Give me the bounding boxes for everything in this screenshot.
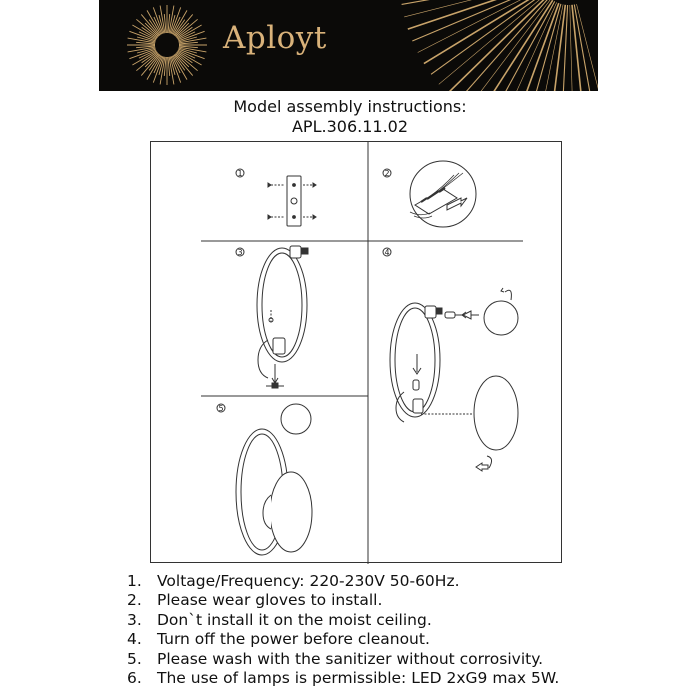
ring-fixture-step4	[390, 303, 474, 422]
step-number-5	[217, 404, 225, 413]
step-number-2	[383, 169, 391, 178]
svg-text:2: 2	[384, 169, 390, 178]
sunburst-decoration-icon	[99, 0, 598, 91]
notes-list	[127, 572, 559, 688]
step-number-1	[236, 169, 244, 178]
svg-text:5: 5	[218, 404, 224, 413]
svg-text:1: 1	[237, 169, 243, 178]
note-item: 2. Please wear gloves to install.	[127, 591, 383, 610]
svg-text:4: 4	[384, 248, 390, 257]
note-item: 6. The use of lamps is permissible: LED 2xG9 max 5W.	[127, 669, 560, 688]
assembly-diagram-drawing	[151, 142, 563, 564]
ring-fixture-step3	[257, 246, 308, 388]
note-item: 3. Don`t install it on the moist ceiling.	[127, 610, 432, 629]
assembly-diagram	[150, 141, 562, 563]
page-title: Model assembly instructions:	[233, 97, 467, 116]
metal-disc-figure	[474, 376, 518, 471]
note-item: 1. Voltage/Frequency: 220-230V 50-60Hz.	[127, 572, 460, 590]
glass-globe-figure	[484, 288, 518, 335]
step-number-3	[236, 248, 244, 257]
bulb-insert-figure	[445, 311, 479, 319]
model-number: APL.306.11.02	[291, 117, 409, 136]
mounting-plate-figure	[268, 176, 316, 226]
assembled-lamp-figure	[236, 404, 312, 555]
brand-banner	[99, 0, 598, 91]
step-number-4	[383, 248, 391, 257]
note-item: 5. Please wash with the sanitizer without corrosivity.	[127, 649, 544, 668]
svg-text:3: 3	[237, 248, 243, 257]
note-item: 4. Turn off the power before cleanout.	[127, 630, 430, 649]
wiring-terminal-figure	[410, 161, 476, 227]
brand-logo: Aployt	[223, 20, 327, 56]
